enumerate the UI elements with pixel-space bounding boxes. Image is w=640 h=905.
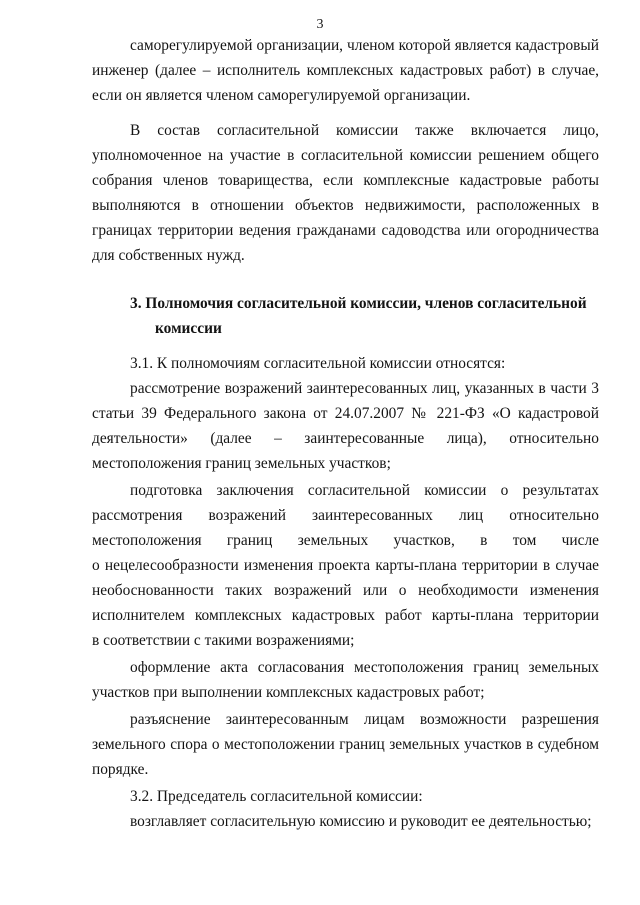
text-line: для собственных нужд. xyxy=(92,247,245,264)
text-line: саморегулируемой организации, членом которой является кадастровый xyxy=(130,37,599,54)
text-line: подготовка заключения согласительной комиссии о результатах xyxy=(130,482,599,499)
text-line: оформление акта согласования местоположения границ земельных xyxy=(130,659,599,676)
section-heading-continued: комиссии xyxy=(155,320,222,337)
text-line: местоположения границ земельных участков, в том числе xyxy=(92,532,599,549)
text-line: 3.2. Председатель согласительной комиссии: xyxy=(130,788,423,805)
text-line: порядке. xyxy=(92,761,149,778)
text-line: рассмотрения возражений заинтересованных лиц относительно xyxy=(92,507,599,524)
text-line: возглавляет согласительную комиссию и руководит ее деятельностью; xyxy=(130,813,592,830)
text-line: В состав согласительной комиссии также включается лицо, xyxy=(130,122,599,139)
text-line: уполномоченное на участие в согласительной комиссии решением общего xyxy=(92,147,599,164)
text-line: если он является членом саморегулируемой организации. xyxy=(92,87,471,104)
text-line: земельного спора о местоположении границ земельных участков в судебном xyxy=(92,736,599,753)
text-line: выполняются в отношении объектов недвижимости, расположенных в xyxy=(92,197,599,214)
text-line: необоснованности таких возражений или о необходимости изменения xyxy=(92,582,599,599)
text-line: исполнителем комплексных кадастровых работ карты-плана территории xyxy=(92,607,599,624)
text-line: местоположения границ земельных участков; xyxy=(92,455,391,472)
text-line: инженер (далее – исполнитель комплексных кадастровых работ) в случае, xyxy=(92,62,599,79)
text-line: деятельности» (далее – заинтересованные лица), относительно xyxy=(92,430,599,447)
section-heading: 3. Полномочия согласительной комиссии, членов согласительной xyxy=(130,295,587,312)
text-line: границах территории ведения гражданами садоводства или огородничества xyxy=(92,222,599,239)
text-line: рассмотрение возражений заинтересованных лиц, указанных в части 3 xyxy=(130,380,599,397)
text-line: 3.1. К полномочиям согласительной комиссии относятся: xyxy=(130,355,506,372)
text-line: собрания членов товарищества, если комплексные кадастровые работы xyxy=(92,172,599,189)
text-line: участков при выполнении комплексных кадастровых работ; xyxy=(92,684,485,701)
text-line: в соответствии с такими возражениями; xyxy=(92,632,355,649)
text-line: статьи 39 Федерального закона от 24.07.2007 № 221-ФЗ «О кадастровой xyxy=(92,405,599,422)
text-line: о нецелесообразности изменения проекта карты-плана территории в случае xyxy=(92,557,599,574)
text-line: разъяснение заинтересованным лицам возможности разрешения xyxy=(130,711,599,728)
page-number: 3 xyxy=(316,17,324,32)
